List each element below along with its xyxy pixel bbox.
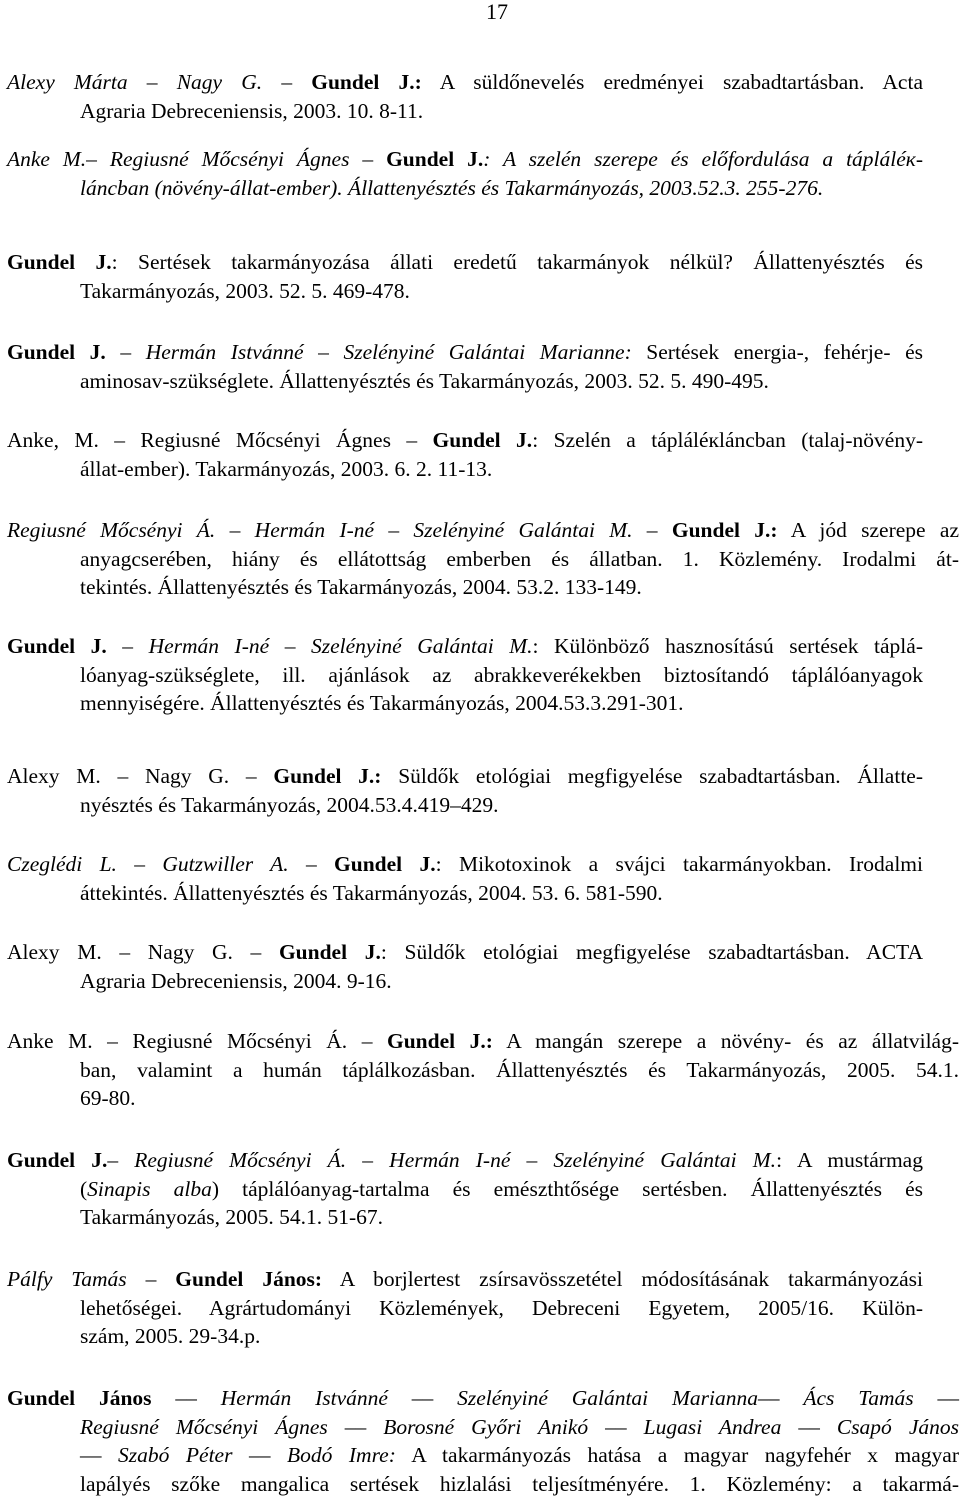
reference-text: Takarmányozás, 2003. 52. 5. 469-478.: [80, 278, 410, 303]
reference-text: mennyiségére. Állattenyésztés és Takarmányozás, 2004.53.3.291-301.: [80, 691, 684, 715]
reference-entry: [7, 145, 923, 202]
reference-text: Takarmányozás, 2005. 54.1. 51-67.: [80, 1205, 384, 1229]
reference-line: [7, 145, 923, 174]
reference-text: Regiusné Mőcsényi Á. – Hermán I-né – Szelényiné Galántai M. –: [7, 518, 672, 542]
reference-line: [7, 1470, 959, 1499]
reference-text: nyésztés és Takarmányozás, 2004.53.4.419–429.: [80, 792, 499, 817]
author-highlight: Gundel J.: [7, 1148, 108, 1172]
reference-entry: [7, 68, 923, 125]
reference-text: –– Szabó Péter –– Bodó Imre:: [80, 1443, 396, 1467]
reference-text: Anke, M. – Regiusné Mőcsényi Ágnes –: [7, 428, 433, 452]
reference-entry: [7, 248, 923, 305]
reference-text: : Különböző hasznosítású sertések táplá-: [532, 634, 923, 658]
reference-line: [7, 850, 923, 879]
author-highlight: Gundel János:: [175, 1267, 323, 1291]
reference-text: Anke M.– Regiusné Mőcsényi Ágnes –: [7, 147, 387, 171]
reference-line: [7, 68, 923, 97]
reference-text: anyagcserében, hiány és ellátottság emberben és állatban. 1. Közlemény. Irodalmi át-: [80, 546, 959, 571]
reference-text: állat-ember). Takarmányozás, 2003. 6. 2. 11-13.: [80, 456, 493, 481]
reference-text: A mangán szerepe a növény- és az állatvilág-: [492, 1029, 959, 1053]
reference-text: lóanyag-szükséglete, ill. ajánlások az abrakkeverékekben biztosítandó táplálóanyagok: [80, 662, 923, 687]
author-highlight: Gundel J.: [278, 940, 381, 964]
reference-text: : Sertések takarmányozása állati eredetű takarmányok nélkül? Állattenyésztés és: [111, 250, 923, 274]
reference-entry: [7, 762, 923, 819]
reference-line: [7, 1413, 959, 1442]
reference-line: [7, 762, 923, 791]
reference-line: [7, 632, 923, 661]
reference-line: [7, 879, 923, 908]
reference-text: tekintés. Állattenyésztés és Takarmányozás, 2004. 53.2. 133-149.: [80, 575, 642, 599]
author-highlight: Gundel J.: [7, 340, 106, 364]
reference-line: [7, 338, 923, 367]
reference-line: [7, 938, 923, 967]
reference-text: A borjlertest zsírsavösszetétel módosításának takarmányozási: [322, 1267, 923, 1291]
reference-line: [7, 426, 923, 455]
reference-entry: [7, 1265, 923, 1351]
author-highlight: Gundel J.:: [311, 70, 422, 94]
reference-entry: [7, 938, 923, 995]
reference-line: [7, 1146, 923, 1175]
reference-line: [7, 516, 959, 545]
reference-text: lehetőségei. Agrártudományi Közlemények, Debreceni Egyetem, 2005/16. Külön-: [80, 1295, 923, 1320]
reference-text: : Mikotoxinok a svájci takarmányokban. Irodalmi: [435, 852, 923, 876]
reference-text: Alexy M. – Nagy G. –: [7, 940, 279, 964]
reference-text: Pálfy Tamás –: [7, 1267, 176, 1291]
author-highlight: Gundel J.:: [671, 518, 778, 542]
reference-text: Alexy Márta – Nagy G. –: [7, 70, 312, 94]
reference-entry: [7, 1146, 923, 1232]
reference-line: [7, 661, 923, 690]
reference-text: Regiusné Mőcsényi Ágnes –– Borosné Győri Anikó –– Lugasi Andrea –– Csapó János: [80, 1414, 959, 1439]
reference-text: : Süldők etológiai megfigyelése szabadtartásban. ACTA: [380, 940, 923, 964]
reference-text: (: [80, 1176, 88, 1201]
reference-text: ) táplálóanyag-tartalma és emészthtősége sertésben. Állattenyésztés és: [211, 1176, 923, 1201]
reference-text: szám, 2005. 29-34.p.: [80, 1324, 261, 1348]
reference-entry: [7, 632, 923, 718]
reference-text: –– Hermán Istvánné –– Szelényiné Galántai Marianna–– Ács Tamás ––: [151, 1386, 959, 1410]
reference-text: Agraria Debreceniensis, 2004. 9-16.: [80, 968, 392, 993]
reference-text: 69-80.: [80, 1086, 136, 1110]
reference-text: A takarmányozás hatása a magyar nagyfehér x magyar: [395, 1443, 959, 1467]
reference-line: [7, 455, 923, 484]
reference-text: ban, valamint a humán táplálkozásban. Állattenyésztés és Takarmányozás, 2005. 54.1.: [80, 1057, 959, 1082]
reference-line: [7, 248, 923, 277]
reference-line: [7, 1175, 923, 1204]
reference-line: [7, 1203, 923, 1232]
reference-text: lapályés szőke mangalica sertések hizlalási teljesítményére. 1. Közlemény: a takarmá-: [80, 1471, 959, 1496]
reference-line: [7, 967, 923, 996]
reference-text: A süldőnevelés eredményei szabadtartásban. Acta: [421, 70, 923, 94]
reference-line: [7, 277, 923, 306]
reference-line: [7, 545, 959, 574]
reference-line: [7, 174, 923, 203]
reference-text: láncban (növény-állat-ember). Állattenyésztés és Takarmányozás, 2003.52.3. 255-276.: [80, 175, 824, 200]
author-highlight: Gundel János: [7, 1386, 152, 1410]
page-number: 17: [486, 0, 508, 24]
author-highlight: Gundel J.: [334, 852, 436, 876]
reference-text: – Hermán I-né – Szelényiné Galántai M.: [106, 634, 533, 658]
reference-text: Sinapis alba: [87, 1176, 212, 1201]
reference-line: [7, 1322, 923, 1351]
reference-entry: [7, 850, 923, 907]
reference-text: áttekintés. Állattenyésztés és Takarmányozás, 2004. 53. 6. 581-590.: [80, 880, 663, 905]
reference-line: [7, 791, 923, 820]
reference-entry: [7, 338, 923, 395]
reference-text: Czeglédi L. – Gutzwiller A. –: [7, 852, 335, 876]
reference-text: – Hermán Istvánné – Szelényiné Galántai Marianne:: [105, 340, 632, 364]
reference-line: [7, 1056, 959, 1085]
reference-text: : A szelén szerepe és előfordulása a tápláléк-: [483, 147, 923, 171]
reference-text: aminosav-szükséglete. Állattenyésztés és Takarmányozás, 2003. 52. 5. 490-495.: [80, 368, 769, 393]
reference-line: [7, 97, 923, 126]
reference-text: : Szelén a tápláléкláncban (talaj-növény-: [532, 428, 924, 452]
reference-line: [7, 1441, 959, 1470]
reference-line: [7, 1084, 959, 1113]
reference-entry: [7, 516, 959, 602]
author-highlight: Gundel J.:: [273, 764, 382, 788]
reference-line: [7, 689, 923, 718]
reference-line: [7, 1294, 923, 1323]
reference-text: Anke M. – Regiusné Mőcsényi Á. –: [7, 1029, 387, 1053]
reference-text: Sertések energia-, fehérje- és: [631, 340, 923, 364]
author-highlight: Gundel J.: [432, 428, 533, 452]
reference-line: [7, 573, 959, 602]
reference-line: [7, 1384, 959, 1413]
author-highlight: Gundel J.:: [387, 1029, 493, 1053]
reference-text: Agraria Debreceniensis, 2003. 10. 8-11.: [80, 98, 424, 123]
reference-text: A jód szerepe az: [777, 518, 959, 542]
reference-entry: [7, 426, 923, 483]
reference-text: Alexy M. – Nagy G. –: [7, 764, 274, 788]
reference-line: [7, 1265, 923, 1294]
reference-text: – Regiusné Mőcsényi Á. – Hermán I-né – Szelényiné Galántai M.: [107, 1148, 777, 1172]
reference-entry: [7, 1027, 959, 1113]
reference-text: Süldők etológiai megfigyelése szabadtartásban. Állatte-: [381, 764, 923, 788]
reference-entry: [7, 1384, 959, 1498]
reference-line: [7, 367, 923, 396]
reference-line: [7, 1027, 959, 1056]
author-highlight: Gundel J.: [386, 147, 484, 171]
reference-text: : A mustármag: [776, 1148, 923, 1172]
author-highlight: Gundel J.: [7, 634, 107, 658]
author-highlight: Gundel J.: [7, 250, 112, 274]
